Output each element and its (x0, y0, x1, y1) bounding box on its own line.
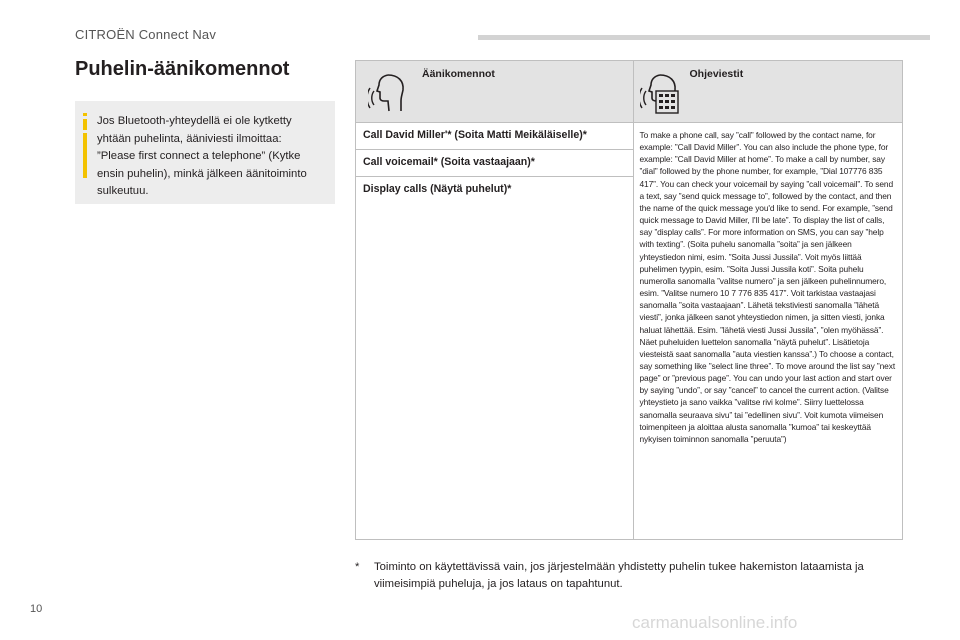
footnote (355, 559, 915, 593)
voice-command-call-contact: Call David Miller'* (Soita Matti Meikäläiselle)* (356, 123, 634, 150)
speaking-head-keypad-icon (640, 71, 680, 115)
footnote-marker: * (355, 561, 360, 573)
footnote-text: Toiminto on käytettävissä vain, jos järjestelmään yhdistetty puhelin tukee hakemiston lataamista ja viimeisimpiä puheluja, ja jos lataus on tapahtunut. (374, 561, 864, 590)
info-icon-dot (83, 113, 87, 116)
info-icon-bar (83, 133, 87, 178)
help-messages-text: To make a phone call, say ”call” followed by the contact name, for example: ”Call David Miller”. You can also include the phone type, for example: ”Call David Miller at home”. To make a call by number, say ”dial” followed by the phone number, for example, ”Dial 107776 835 417”. You can check your voicemail by saying ”call voicemail”. To send a text, say ”send quick message to”, followed by the contact, and then the name of the quick message you'd like to send. For example, ”send quick message to David Miller, I'll be late”. To display the list of calls, say ”display calls”. For more information on SMS, you can say ”help with texting”. (Soita puhelu sanomalla ”soita” ja sen jälkeen yhteystiedon nimi, esim. ”Soita Jussi Jussila”. Voit myös liittää puhelimen tyypin, esim. ”Soita Jussi Jussila koti”. Soita puhelu numerolla sanomalla ”valitse numero” ja sen jälkeen puhelinnumero, esim. ”Valitse numero 10 7 776 835 417”. Voit tarkistaa vastaajasi sanomalla ”soita vastaajaan”. Lähetä tekstiviesti sanomalla ”lähetä viesti”, jonka jälkeen sanot yhteystiedon nimen, ja sitten viesti, jonka haluat lähettää. Esim. ”lähetä viesti Jussi Jussila”, ”olen myöhässä”. Näet puheluiden luettelon sanomalla ”näytä puhelut”. Lisätietoja viesteistä saat sanomalla ”auta viestien kanssa”.) To choose a contact, say something like ”select line three”. To move around the list say ”next page” or ”previous page”. You can undo your last action and start over by saying ”undo”, or say ”cancel” to cancel the current action. (Valitse yhteystieto ja sano vaikka ”valitse rivi kolme”. Siirry luettelossa sanomalla seuraava sivu” tai ”edellinen sivu”. Voit kumota viimeisen toimenpiteen ja aloittaa alusta sanomalla ”kumoa” tai keskeyttää nykyisen toiminnon sanomalla ”peruuta”) (633, 123, 903, 540)
column-header-label: Ohjeviestit (689, 68, 744, 80)
header-brand: CITROËN Connect Nav (75, 27, 217, 42)
header-divider-bar (478, 35, 930, 40)
column-header-label: Äänikomennot (422, 68, 495, 80)
page-title: Puhelin-äänikomennot (75, 58, 290, 80)
speaking-head-icon (368, 71, 408, 115)
page-number: 10 (30, 603, 43, 615)
voice-commands-table (355, 60, 903, 540)
voice-command-display-calls: Display calls (Näytä puhelut)* (356, 177, 634, 540)
voice-command-call-voicemail: Call voicemail* (Soita vastaajaan)* (356, 150, 634, 177)
info-icon-bar-top (83, 119, 87, 130)
column-header-help-messages (633, 61, 903, 123)
watermark: carmanualsonline.info (632, 613, 798, 632)
info-note-box (75, 101, 335, 204)
info-note-text: Jos Bluetooth-yhteydellä ei ole kytketty yhtään puhelinta, ääniviesti ilmoittaa: ”Please first connect a telephone” (Kytke ensin puhelin), minkä jälkeen äänitoiminto sulkeutuu. (97, 115, 307, 197)
column-header-voice-commands (356, 61, 634, 123)
